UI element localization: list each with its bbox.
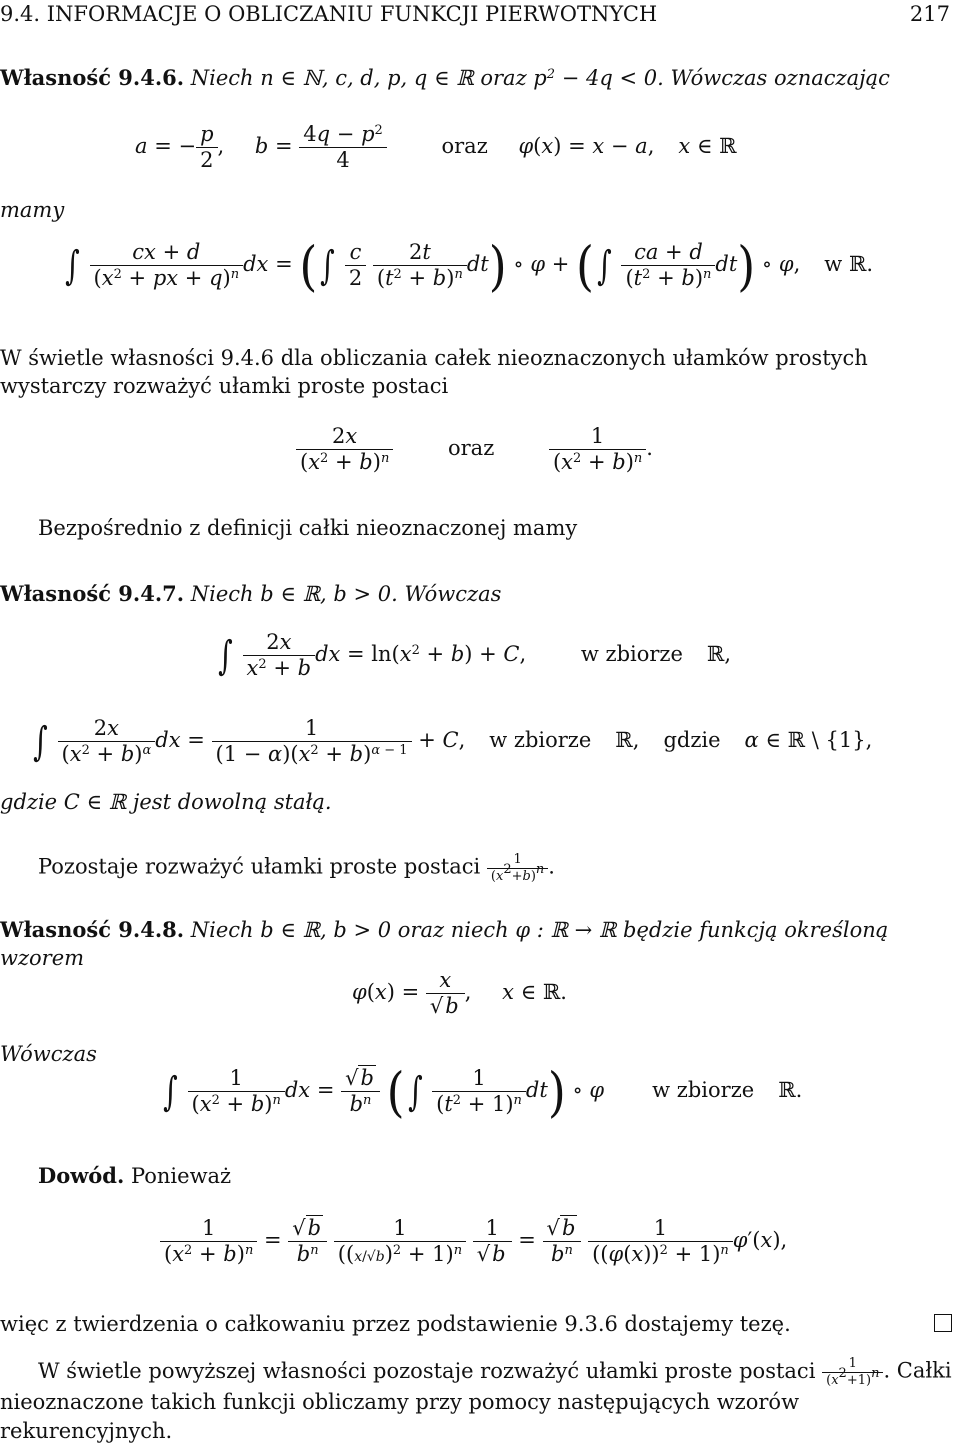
proof-formula: $\frac{1}{(x^2 + b)^n}$ = $\frac{√b}{b^n}$ $\frac{1}{((x/√b)^2 + 1)^n}$ $\frac{1}{√b}$ = $\frac{√b}{b^n}$ $\frac{1}{((\varphi(x))^2 + 1)^n}$ φ′(x), [160, 1216, 787, 1267]
prop-946-statement: Własność 9.4.6. Niech n ∈ ℕ, c, d, p, q ∈ ℝ oraz $p^2 - 4q < 0$. Wówczas oznaczając [0, 65, 890, 90]
prop-947-formula-2: ∫ $\frac{2x}{(x^2 + b)^\alpha}$ dx = $\frac{1}{(1 - \alpha)(x^2 + b)^{\alpha - 1}}$ + C, w zbiorze ℝ, gdzie α ∈ ℝ \ {1}, [33, 716, 873, 767]
simple-fractions-display: $\frac{2x}{(x^2 + b)^n}$ oraz $\frac{1}{(x^2 + b)^n}$ . [296, 424, 653, 475]
prop-948-then: Wówczas [0, 1042, 97, 1066]
prop-947-tail: gdzie C ∈ ℝ jest dowolną stałą. [0, 790, 332, 814]
prop-946-definitions: a = − $\frac{p}{2}$ , b = $\frac{4q - p^2}{4}$ oraz φ(x) = x − a, x ∈ ℝ [135, 122, 737, 173]
prop-948-def-phi: φ(x) = $\frac{x}{√b}$ , x ∈ ℝ. [352, 968, 567, 1019]
mamy-text: mamy [0, 198, 65, 222]
prop-948-formula: ∫ $\frac{1}{(x^2 + b)^n}$ dx = $\frac{√b}{b^n}$ (∫ $\frac{1}{(t^2 + 1)^n}$ dt) ∘ φ w zbiorze ℝ. [163, 1060, 803, 1123]
prop-947-label: Własność 9.4.7. [0, 581, 185, 606]
prop-947-statement: Własność 9.4.7. Niech b ∈ ℝ, b > 0. Wówczas [0, 581, 502, 606]
proof-label: Dowód. [38, 1163, 125, 1188]
remaining-text: Pozostaje rozważyć ułamki proste postaci $\frac{1}{(x^2+b)^n}$ . [38, 852, 555, 884]
prop-946-label: Własność 9.4.6. [0, 65, 185, 90]
paragraph-simple-fractions: W świetle własności 9.4.6 dla obliczania całek nieoznaczonych ułamków prostych wystarczy rozważyć ułamki proste postaci [0, 346, 868, 399]
header-title: 9.4. INFORMACJE O OBLICZANIU FUNKCJI PIERWOTNYCH [0, 2, 658, 26]
prop-947-formula-1: ∫ $\frac{2x}{x^2 + b}$ dx = $\ln(x^2 + b) + C$, w zbiorze ℝ, [218, 630, 732, 681]
definition-text: Bezpośrednio z definicji całki nieoznaczonej mamy [38, 516, 578, 540]
proof-conclusion: więc z twierdzenia o całkowaniu przez podstawienie 9.3.6 dostajemy tezę. [0, 1312, 791, 1336]
running-header [0, 0, 657, 28]
qed-symbol [934, 1314, 952, 1332]
page-number: 217 [909, 2, 950, 26]
final-paragraph: W świetle powyższej własności pozostaje rozważyć ułamki proste postaci $\frac{1}{(x^2+1)^n}$ . Całki nieoznaczone takich funkcji obliczamy przy pomocy następujących wzorów rekurencyjnych. [0, 1356, 952, 1443]
prop-948-statement: Własność 9.4.8. Niech b ∈ ℝ, b > 0 oraz niech φ : ℝ → ℝ będzie funkcją określoną wzorem [0, 917, 889, 971]
proof-intro: Dowód. Ponieważ [38, 1163, 232, 1188]
prop-948-label: Własność 9.4.8. [0, 917, 185, 942]
prop-946-formula: ∫ $\frac{cx + d}{(x^2 + px + q)^n}$ dx = (∫ $\frac{c}{2}$ $\frac{2t}{(t^2 + b)^n}$ dt) ∘ φ + (∫ $\frac{ca + d}{(t^2 + b)^n}$ dt) ∘ φ, w ℝ. [65, 234, 874, 297]
